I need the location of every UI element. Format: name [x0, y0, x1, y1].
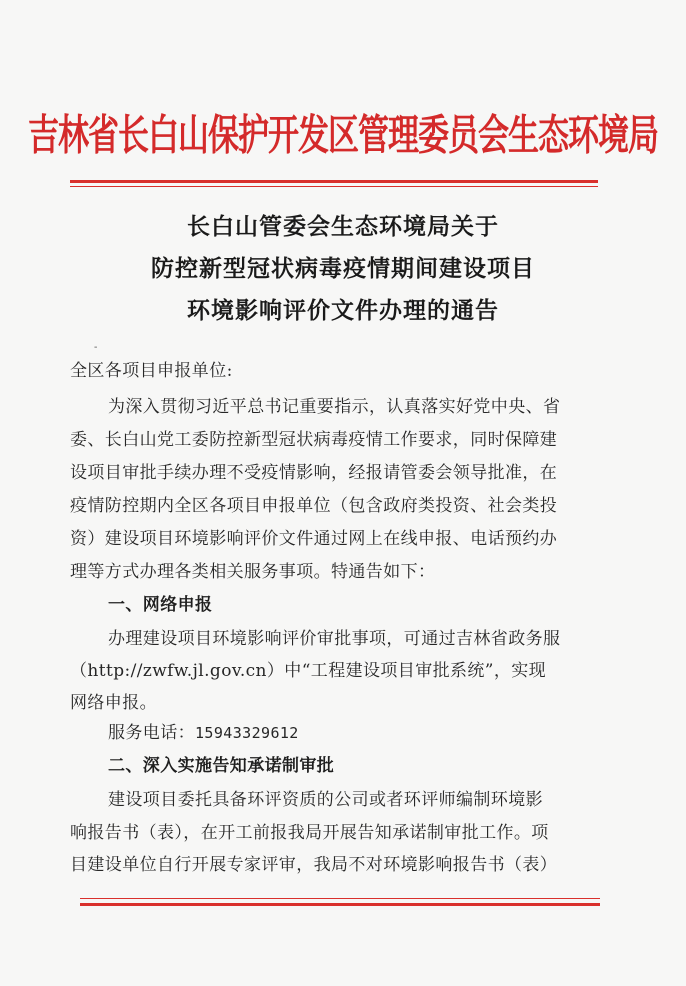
section-2-line: 响报告书（表），在开工前报我局开展告知承诺制审批工作。项 — [70, 823, 549, 843]
intro-line: 理等方式办理各类相关服务事项。特通告如下： — [70, 562, 436, 582]
section-2-line: 目建设单位自行开展专家评审，我局不对环境影响报告书（表） — [70, 855, 558, 875]
section-1-line: 办理建设项目环境影响评价审批事项，可通过吉林省政务服 — [108, 629, 561, 649]
section-2-line: 建设项目委托具备环评资质的公司或者环评师编制环境影 — [108, 790, 543, 810]
section-1-line: （http://zwfw.jl.gov.cn）中“工程建设项目审批系统”，实现 — [70, 661, 547, 681]
salutation: 全区各项目申报单位: — [70, 361, 233, 381]
intro-line: 为深入贯彻习近平总书记重要指示，认真落实好党中央、省 — [108, 397, 561, 417]
footer-rule-thick — [80, 903, 600, 906]
intro-line: 委、长白山党工委防控新型冠状病毒疫情工作要求，同时保障建 — [70, 430, 558, 450]
intro-line: 资）建设项目环境影响评价文件通过网上在线申报、电话预约办 — [70, 529, 558, 549]
service-phone-label: 服务电话： — [108, 723, 195, 743]
letterhead-rule-thin — [70, 186, 598, 187]
document-title-line-2: 防控新型冠状病毒疫情期间建设项目 — [151, 256, 535, 282]
section-1-line: 网络申报。 — [70, 693, 157, 713]
service-phone-number: 15943329612 — [195, 724, 299, 742]
letterhead-rule-thick — [70, 180, 598, 183]
letterhead-title: 吉林省长白山保护开发区管理委员会生态环境局 — [28, 111, 658, 161]
intro-line: 疫情防控期内全区各项目申报单位（包含政府类投资、社会类投 — [70, 496, 558, 516]
stray-mark: - — [94, 342, 98, 353]
service-phone — [108, 718, 610, 743]
footer-rule-thin — [80, 898, 600, 899]
section-1-heading: 一、网络申报 — [108, 595, 213, 615]
document-title-line-1: 长白山管委会生态环境局关于 — [187, 214, 499, 240]
document-title-line-3: 环境影响评价文件办理的通告 — [187, 298, 499, 324]
section-2-heading: 二、深入实施告知承诺制审批 — [108, 756, 335, 776]
intro-line: 设项目审批手续办理不受疫情影响，经报请管委会领导批准，在 — [70, 463, 558, 483]
